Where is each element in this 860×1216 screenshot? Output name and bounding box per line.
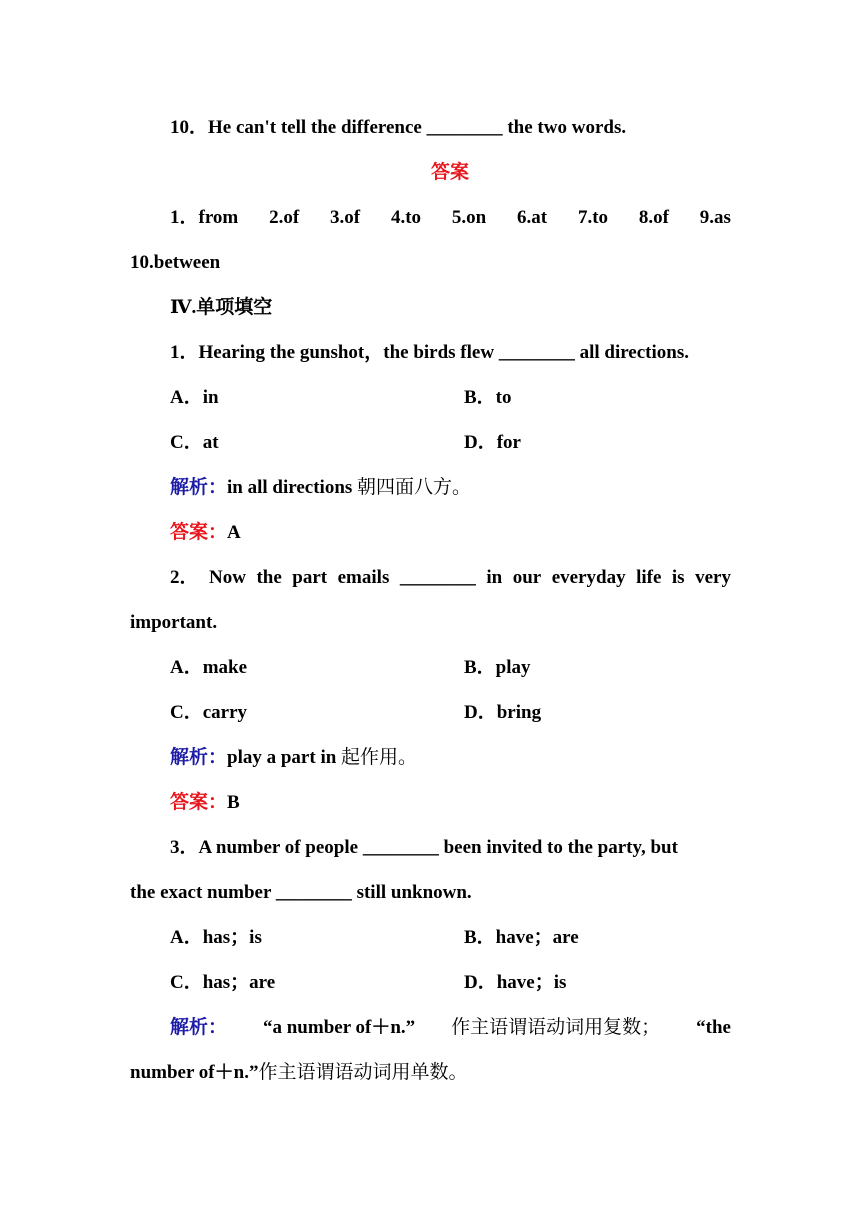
stem-word: emails: [337, 567, 390, 588]
answer-item: 6.at: [517, 207, 548, 228]
answer-item: 9.as: [699, 207, 731, 228]
answers-row-continued: 10.between: [130, 252, 221, 273]
answer-label: 答案：: [170, 792, 228, 813]
analysis-text: play a part in: [227, 747, 342, 768]
question-3-analysis: [170, 1016, 731, 1040]
question-3-analysis-continued: [130, 1061, 467, 1085]
question-2-option-a: A．make: [170, 657, 248, 678]
question-2-stem: [170, 566, 731, 590]
stem-word: is: [671, 567, 685, 588]
answer-item: 5.on: [451, 207, 487, 228]
question-3-option-d: D．have；is: [464, 972, 567, 993]
question-10: 10．He can't tell the difference ________ the two words.: [170, 117, 627, 138]
answer-label: 答案：: [170, 522, 228, 543]
analysis-text: “the: [696, 1017, 731, 1038]
stem-word: very: [695, 567, 731, 588]
analysis-text-cn: 作主语谓语动词用复数；: [451, 1017, 661, 1038]
answer-item: 1．from: [170, 207, 239, 228]
question-2-analysis: [170, 746, 417, 770]
analysis-label: 解析：: [170, 1017, 228, 1038]
answer-value: B: [227, 792, 240, 813]
question-1-option-b: B．to: [464, 387, 512, 408]
question-2-option-d: D．bring: [464, 702, 542, 723]
question-1-answer: [170, 521, 241, 545]
answer-value: A: [227, 522, 241, 543]
stem-blank: ________: [399, 567, 476, 588]
answer-item: 8.of: [638, 207, 669, 228]
stem-word: life: [636, 567, 662, 588]
analysis-label: 解析：: [170, 747, 228, 768]
question-3-option-b: B．have；are: [464, 927, 579, 948]
stem-word: part: [292, 567, 328, 588]
analysis-text-cn: 起作用。: [341, 747, 418, 768]
answer-item: 2.of: [269, 207, 300, 228]
question-1-stem: 1．Hearing the gunshot，the birds flew ________ all directions.: [170, 342, 689, 363]
answer-item: 3.of: [330, 207, 361, 228]
stem-word: everyday: [551, 567, 626, 588]
stem-word: in: [486, 567, 503, 588]
question-3-stem: 3．A number of people ________ been invited to the party, but: [170, 837, 678, 858]
question-1-option-c: C．at: [170, 432, 219, 453]
stem-word: our: [512, 567, 542, 588]
analysis-text: number of＋n.”: [130, 1062, 259, 1083]
answers-row: [170, 206, 731, 230]
question-2-stem-continued: important.: [130, 612, 218, 633]
question-1-option-d: D．for: [464, 432, 521, 453]
stem-word: 2．: [170, 567, 199, 588]
question-2-option-c: C．carry: [170, 702, 248, 723]
question-3-stem-continued: the exact number ________ still unknown.: [130, 882, 472, 903]
question-1-option-a: A．in: [170, 387, 219, 408]
analysis-text-cn: 朝四面八方。: [357, 477, 472, 498]
stem-word: Now: [209, 567, 246, 588]
stem-word: the: [256, 567, 282, 588]
question-1-analysis: [170, 476, 471, 500]
analysis-label: 解析：: [170, 477, 228, 498]
answer-item: 4.to: [390, 207, 422, 228]
question-2-answer: [170, 791, 240, 815]
analysis-text: “a number of＋n.”: [262, 1017, 416, 1038]
question-3-option-c: C．has；are: [170, 972, 276, 993]
section-title: Ⅳ.单项填空: [170, 297, 273, 318]
analysis-text: in all directions: [227, 477, 358, 498]
answer-item: 7.to: [577, 207, 609, 228]
analysis-text-cn: 作主语谓语动词用单数。: [258, 1062, 468, 1083]
answer-heading: 答案: [430, 162, 469, 183]
question-3-option-a: A．has；is: [170, 927, 262, 948]
question-2-option-b: B．play: [464, 657, 531, 678]
